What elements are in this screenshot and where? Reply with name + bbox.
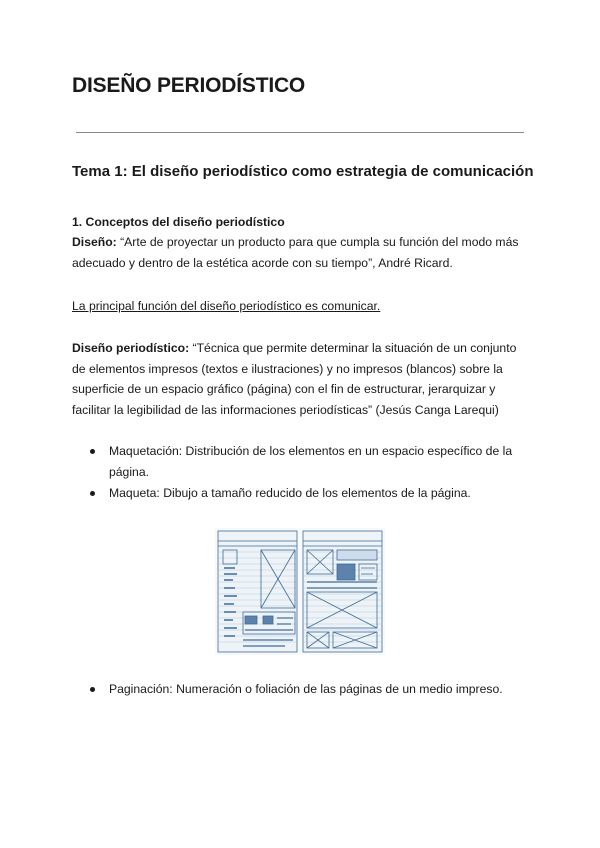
underlined-statement: La principal función del diseño periodístico es comunicar. [72,299,381,313]
bullet-icon [90,491,95,496]
definition-term: Diseño periodístico: [72,341,190,355]
list-item [72,679,532,700]
list-item [72,441,532,482]
definition-diseno-periodistico [72,338,532,420]
bullet-icon [90,687,95,692]
definition-text: “Técnica que permite determinar la situación de un conjunto de elementos impresos (textos e ilustraciones) y no impresos (blancos) sobre la superficie de un espacio gráfico (página) con el fin de estructurar, jerarquizar y facilitar la legibilidad de las informaciones periodísticas” (Jesús Canga Larequi) [72,341,517,417]
sketch-right-page [303,531,382,652]
horizontal-divider [76,132,524,133]
list-item-text: Paginación: Numeración o foliación de las páginas de un medio impreso. [109,682,503,696]
bullet-icon [90,449,95,454]
section-heading: 1. Conceptos del diseño periodístico [72,215,285,229]
list-item-text: Maquetación: Distribución de los elementos en un espacio específico de la página. [109,444,513,479]
bullet-list [72,679,532,701]
definition-term: Diseño: [72,235,117,249]
layout-sketch-image [215,528,385,655]
page-title: DISEÑO PERIODÍSTICO [72,74,306,97]
definition-diseno [72,232,532,273]
topic-subtitle: Tema 1: El diseño periodístico como estrategia de comunicación [72,163,534,180]
sketch-left-page [218,531,297,652]
list-item-text: Maqueta: Dibujo a tamaño reducido de los elementos de la página. [109,486,471,500]
list-item [72,483,532,504]
bullet-list [72,441,532,505]
definition-text: “Arte de proyectar un producto para que cumpla su función del modo más adecuado y dentro de la estética acorde con su tiempo”, André Ricard. [72,235,519,270]
